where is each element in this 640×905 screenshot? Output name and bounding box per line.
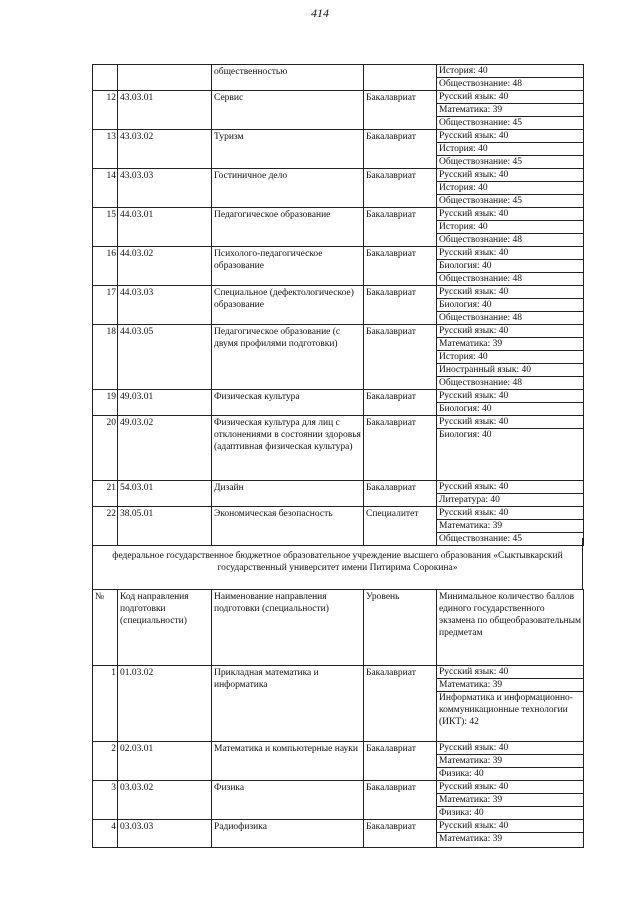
education-level: Бакалавриат xyxy=(364,130,437,169)
row-number: 22 xyxy=(93,507,118,546)
min-scores-cell xyxy=(437,781,584,820)
subject-score: Биология: 40 xyxy=(437,428,583,441)
education-level: Бакалавриат xyxy=(364,169,437,208)
subject-score: Биология: 40 xyxy=(437,259,583,272)
min-scores-cell xyxy=(437,390,584,416)
education-level xyxy=(364,65,437,91)
subject-score: Информатика и информационно-коммуникационные технологии (ИКТ): 42 xyxy=(437,691,583,728)
direction-code: 44.03.03 xyxy=(118,286,212,325)
direction-code xyxy=(118,65,212,91)
subject-score: Обществознание: 48 xyxy=(437,272,583,285)
education-level: Бакалавриат xyxy=(364,247,437,286)
subject-score: Русский язык: 40 xyxy=(439,391,509,401)
row-number: 15 xyxy=(93,208,118,247)
table-row xyxy=(93,416,584,481)
subject-score: История: 40 xyxy=(437,350,583,363)
direction-code: 03.03.02 xyxy=(118,781,212,820)
min-scores-cell xyxy=(437,481,584,507)
subject-score: Обществознание: 45 xyxy=(437,532,583,545)
subject-score: Русский язык: 40 xyxy=(439,508,509,518)
table-row xyxy=(93,820,584,848)
subject-score: Обществознание: 45 xyxy=(437,116,583,129)
table-row xyxy=(93,208,584,247)
subject-score: Русский язык: 40 xyxy=(439,667,509,677)
subject-score: История: 40 xyxy=(437,142,583,155)
education-level: Бакалавриат xyxy=(364,416,437,481)
min-scores-cell xyxy=(437,169,584,208)
table-row xyxy=(93,507,584,546)
subject-score: Литература: 40 xyxy=(437,493,583,506)
admission-table-university xyxy=(92,589,584,848)
education-level: Бакалавриат xyxy=(364,286,437,325)
direction-name: Педагогическое образование (с двумя профилями подготовки) xyxy=(212,325,364,390)
min-scores-cell xyxy=(437,130,584,169)
direction-code: 44.03.01 xyxy=(118,208,212,247)
min-scores-cell xyxy=(437,666,584,742)
direction-code: 43.03.01 xyxy=(118,91,212,130)
subject-score: Математика: 39 xyxy=(437,519,583,532)
row-number: 19 xyxy=(93,390,118,416)
min-scores-cell xyxy=(437,507,584,546)
education-level: Бакалавриат xyxy=(364,390,437,416)
subject-score: Физика: 40 xyxy=(437,806,583,819)
min-scores-cell xyxy=(437,416,584,481)
subject-score: Математика: 39 xyxy=(437,103,583,116)
education-level: Бакалавриат xyxy=(364,208,437,247)
direction-code: 49.03.01 xyxy=(118,390,212,416)
table-row xyxy=(93,666,584,742)
direction-name: Педагогическое образование xyxy=(212,208,364,247)
row-number: 20 xyxy=(93,416,118,481)
subject-score: Математика: 39 xyxy=(437,793,583,806)
header-subjects: Минимальное количество баллов единого государственного экзамена по общеобразовательным предметам xyxy=(437,590,584,666)
row-number: 18 xyxy=(93,325,118,390)
direction-code: 38.05.01 xyxy=(118,507,212,546)
education-level: Бакалавриат xyxy=(364,481,437,507)
admission-table-continued xyxy=(92,64,584,546)
direction-code: 02.03.01 xyxy=(118,742,212,781)
min-scores-cell xyxy=(437,820,584,848)
row-number: 2 xyxy=(93,742,118,781)
subject-score: Обществознание: 45 xyxy=(437,194,583,207)
row-number: 12 xyxy=(93,91,118,130)
min-scores-cell xyxy=(437,91,584,130)
direction-name: Физическая культура xyxy=(212,390,364,416)
subject-score: Русский язык: 40 xyxy=(439,92,509,102)
row-number: 1 xyxy=(93,666,118,742)
subject-score: Биология: 40 xyxy=(437,402,583,415)
table-row xyxy=(93,390,584,416)
direction-code: 03.03.03 xyxy=(118,820,212,848)
subject-score: Обществознание: 48 xyxy=(437,311,583,324)
subject-score: Русский язык: 40 xyxy=(439,287,509,297)
min-scores-cell xyxy=(437,65,584,91)
row-number: 3 xyxy=(93,781,118,820)
subject-score: Русский язык: 40 xyxy=(439,131,509,141)
subject-score: Математика: 39 xyxy=(437,754,583,767)
direction-name: Дизайн xyxy=(212,481,364,507)
table-row xyxy=(93,169,584,208)
table-row xyxy=(93,247,584,286)
row-number: 21 xyxy=(93,481,118,507)
table-header-row xyxy=(93,590,584,666)
table-row xyxy=(93,91,584,130)
row-number: 17 xyxy=(93,286,118,325)
direction-name: Специальное (дефектологическое) образование xyxy=(212,286,364,325)
direction-name: Физическая культура для лиц с отклонениями в состоянии здоровья (адаптивная физическая культура) xyxy=(212,416,364,481)
subject-score: Русский язык: 40 xyxy=(439,326,509,336)
subject-score: Физика: 40 xyxy=(437,767,583,780)
min-scores-cell xyxy=(437,208,584,247)
education-level: Бакалавриат xyxy=(364,820,437,848)
row-number xyxy=(93,65,118,91)
row-number: 4 xyxy=(93,820,118,848)
subject-score: Русский язык: 40 xyxy=(439,170,509,180)
education-level: Бакалавриат xyxy=(364,91,437,130)
education-level: Бакалавриат xyxy=(364,742,437,781)
table-row xyxy=(93,742,584,781)
subject-score: Русский язык: 40 xyxy=(439,417,509,427)
direction-code: 49.03.02 xyxy=(118,416,212,481)
min-scores-cell xyxy=(437,742,584,781)
subject-score: Русский язык: 40 xyxy=(439,782,509,792)
direction-name: Радиофизика xyxy=(212,820,364,848)
subject-score: Русский язык: 40 xyxy=(439,482,509,492)
subject-score: Биология: 40 xyxy=(437,298,583,311)
subject-score: История: 40 xyxy=(437,220,583,233)
subject-score: Математика: 39 xyxy=(437,832,583,845)
subject-score: Обществознание: 48 xyxy=(437,77,583,90)
direction-code: 43.03.03 xyxy=(118,169,212,208)
direction-code: 01.03.02 xyxy=(118,666,212,742)
subject-score: Обществознание: 48 xyxy=(437,233,583,246)
table-row xyxy=(93,781,584,820)
direction-name: Сервис xyxy=(212,91,364,130)
education-level: Бакалавриат xyxy=(364,781,437,820)
subject-score: Русский язык: 40 xyxy=(439,821,509,831)
subject-score: Обществознание: 45 xyxy=(437,155,583,168)
education-level: Специалитет xyxy=(364,507,437,546)
row-number: 13 xyxy=(93,130,118,169)
header-level: Уровень xyxy=(364,590,437,666)
direction-name: Туризм xyxy=(212,130,364,169)
page-number: 414 xyxy=(311,6,329,20)
min-scores-cell xyxy=(437,247,584,286)
direction-name: Прикладная математика и информатика xyxy=(212,666,364,742)
table-row xyxy=(93,286,584,325)
header-name: Наименование направления подготовки (специальности) xyxy=(212,590,364,666)
subject-score: Иностранный язык: 40 xyxy=(437,363,583,376)
subject-score: Математика: 39 xyxy=(437,337,583,350)
subject-score: Обществознание: 48 xyxy=(437,376,583,389)
subject-score: История: 40 xyxy=(439,66,488,76)
subject-score: Русский язык: 40 xyxy=(439,209,509,219)
subject-score: Математика: 39 xyxy=(437,678,583,691)
row-number: 16 xyxy=(93,247,118,286)
direction-code: 54.03.01 xyxy=(118,481,212,507)
education-level: Бакалавриат xyxy=(364,325,437,390)
direction-name: общественностью xyxy=(212,65,364,91)
subject-score: История: 40 xyxy=(437,181,583,194)
min-scores-cell xyxy=(437,325,584,390)
header-number: № xyxy=(93,590,118,666)
direction-name: Математика и компьютерные науки xyxy=(212,742,364,781)
direction-name: Психолого-педагогическое образование xyxy=(212,247,364,286)
direction-name: Физика xyxy=(212,781,364,820)
min-scores-cell xyxy=(437,286,584,325)
direction-name: Экономическая безопасность xyxy=(212,507,364,546)
organization-title: федеральное государственное бюджетное образовательное учреждение высшего образования «Сыктывкарский государственный университет имени Питирима Сорокина» xyxy=(112,551,563,573)
direction-code: 44.03.05 xyxy=(118,325,212,390)
direction-code: 44.03.02 xyxy=(118,247,212,286)
direction-name: Гостиничное дело xyxy=(212,169,364,208)
table-row xyxy=(93,325,584,390)
direction-code: 43.03.02 xyxy=(118,130,212,169)
education-level: Бакалавриат xyxy=(364,666,437,742)
table-row xyxy=(93,481,584,507)
table-row xyxy=(93,130,584,169)
table-row xyxy=(93,65,584,91)
subject-score: Русский язык: 40 xyxy=(439,743,509,753)
subject-score: Русский язык: 40 xyxy=(439,248,509,258)
row-number: 14 xyxy=(93,169,118,208)
header-code: Код направления подготовки (специальности) xyxy=(118,590,212,666)
